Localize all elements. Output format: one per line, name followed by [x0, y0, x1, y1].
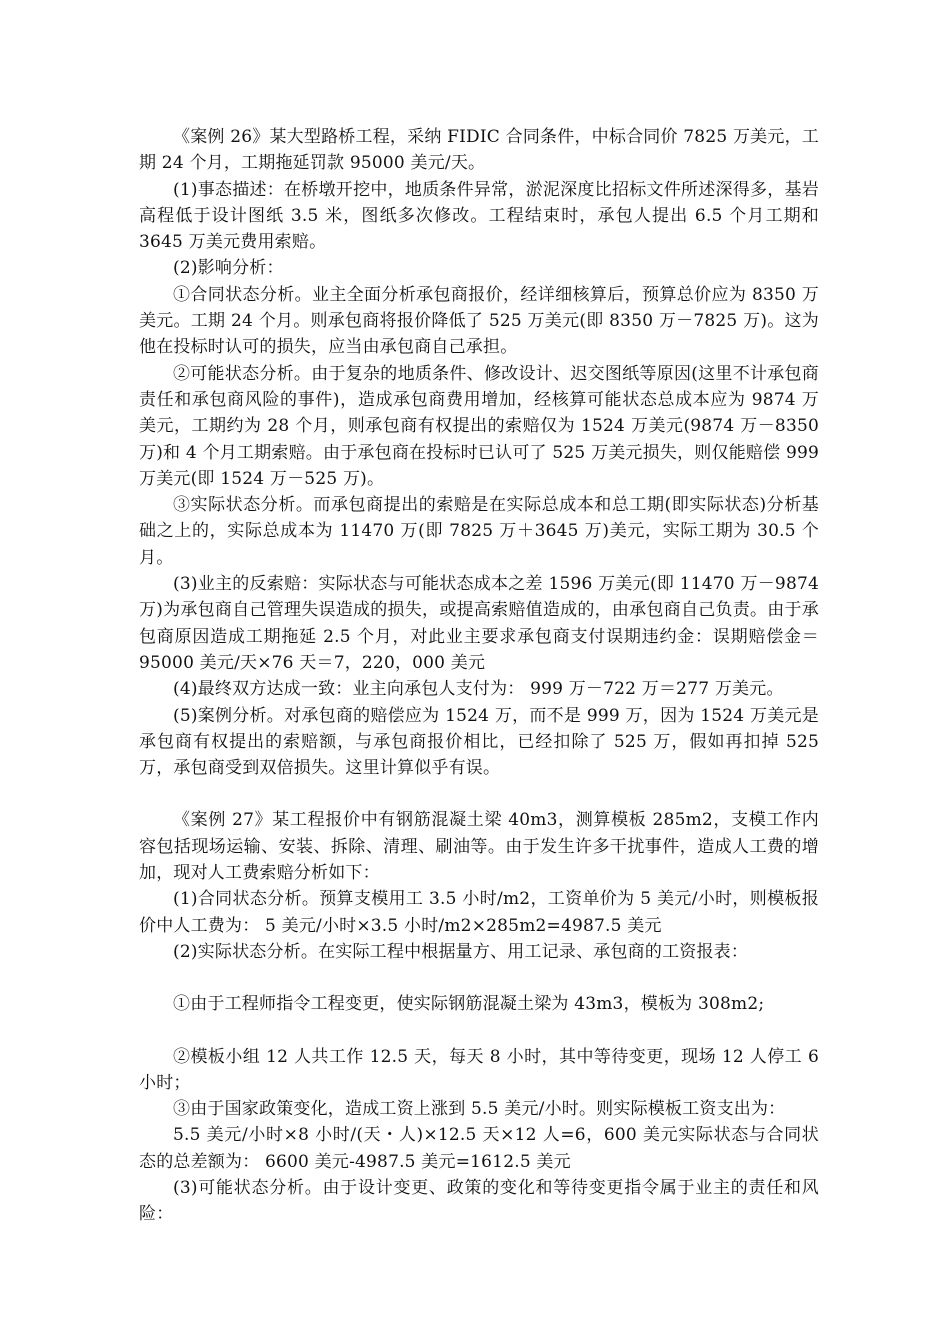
case26-impact-heading: (2)影响分析：: [173, 258, 284, 279]
case27-contract-state: (1)合同状态分析。预算支模用工 3.5 小时/m2，工资单价为 5 美元/小时，则模板报价中人工费为： 5 美元/小时×3.5 小时/m2×285m2=4987.5 美元: [139, 889, 819, 936]
case26-intro: 《案例 26》某大型路桥工程，采纳 FIDIC 合同条件，中标合同价 7825 万美元，工期 24 个月，工期拖延罚款 95000 美元/天。: [139, 127, 819, 174]
case27-actual-state-heading: (2)实际状态分析。在实际工程中根据量方、用工记录、承包商的工资报表：: [173, 941, 749, 962]
case27-design-change: ①由于工程师指令工程变更，使实际钢筋混凝土梁为 43m3，模板为 308m2;: [173, 994, 765, 1015]
case26-counter-claim: (3)业主的反索赔：实际状态与可能状态成本之差 1596 万美元(即 11470 万－9874 万)为承包商自己管理失误造成的损失，或提高索赔值造成的，由承包商自己负责。由于承包商原因造成工期拖延 2.5 个月，对此业主要求承包商支付误期违约金：误期赔偿金＝95000 美元/天×76 天＝7，220，000 美元: [139, 574, 819, 673]
case27-intro: 《案例 27》某工程报价中有钢筋混凝土梁 40m3，测算模板 285m2，支模工作内容包括现场运输、安装、拆除、清理、刷油等。由于发生许多干扰事件，造成人工费的增加，现对人工费索赔分析如下：: [139, 810, 819, 884]
case26-case-analysis: (5)案例分析。对承包商的赔偿应为 1524 万，而不是 999 万，因为 1524 万美元是承包商有权提出的索赔额，与承包商报价相比，已经扣除了 525 万，假如再扣掉 525 万，承包商受到双倍损失。这里计算似乎有误。: [139, 705, 819, 779]
case26-possible-state: ②可能状态分析。由于复杂的地质条件、修改设计、迟交图纸等原因(这里不计承包商责任和承包商风险的事件)，造成承包商费用增加，经核算可能状态总成本应为 9874 万美元，工期约为 28 个月，则承包商有权提出的索赔仅为 1524 万美元(9874 万－8350 万)和 4 个月工期索赔。由于承包商在投标时已认可了 525 万美元损失，则仅能赔偿 999 万美元(即 1524 万－525 万)。: [139, 363, 819, 489]
case27-crew-work: ②模板小组 12 人共工作 12.5 天，每天 8 小时，其中等待变更，现场 12 人停工 6 小时；: [139, 1046, 819, 1093]
case27-wage-calculation: 5.5 美元/小时×8 小时/(天・人)×12.5 天×12 人=6，600 美元实际状态与合同状态的总差额为： 6600 美元-4987.5 美元=1612.5 美元: [139, 1125, 819, 1172]
case26-event-description: (1)事态描述：在桥墩开挖中，地质条件异常，淤泥深度比招标文件所述深得多，基岩高程低于设计图纸 3.5 米，图纸多次修改。工程结束时，承包人提出 6.5 个月工期和 3645 万美元费用索赔。: [139, 179, 819, 253]
case26-final-agreement: (4)最终双方达成一致：业主向承包人支付为： 999 万－722 万＝277 万美元。: [173, 679, 784, 700]
document-body: [139, 124, 819, 1228]
case27-possible-state: (3)可能状态分析。由于设计变更、政策的变化和等待变更指令属于业主的责任和风险：: [139, 1177, 819, 1225]
case27-wage-increase: ③由于国家政策变化，造成工资上涨到 5.5 美元/小时。则实际模板工资支出为：: [173, 1099, 786, 1120]
spacer: [139, 965, 819, 991]
spacer: [139, 1018, 819, 1044]
case26-actual-state: ③实际状态分析。而承包商提出的索赔是在实际总成本和总工期(即实际状态)分析基础之上的，实际总成本为 11470 万(即 7825 万＋3645 万)美元，实际工期为 30.5 个月。: [139, 495, 819, 568]
section-spacer: [139, 781, 819, 807]
case26-contract-state: ①合同状态分析。业主全面分析承包商报价，经详细核算后，预算总价应为 8350 万美元。工期 24 个月。则承包商将报价降低了 525 万美元(即 8350 万－7825 万)。这为他在投标时认可的损失，应当由承包商自己承担。: [139, 284, 819, 358]
